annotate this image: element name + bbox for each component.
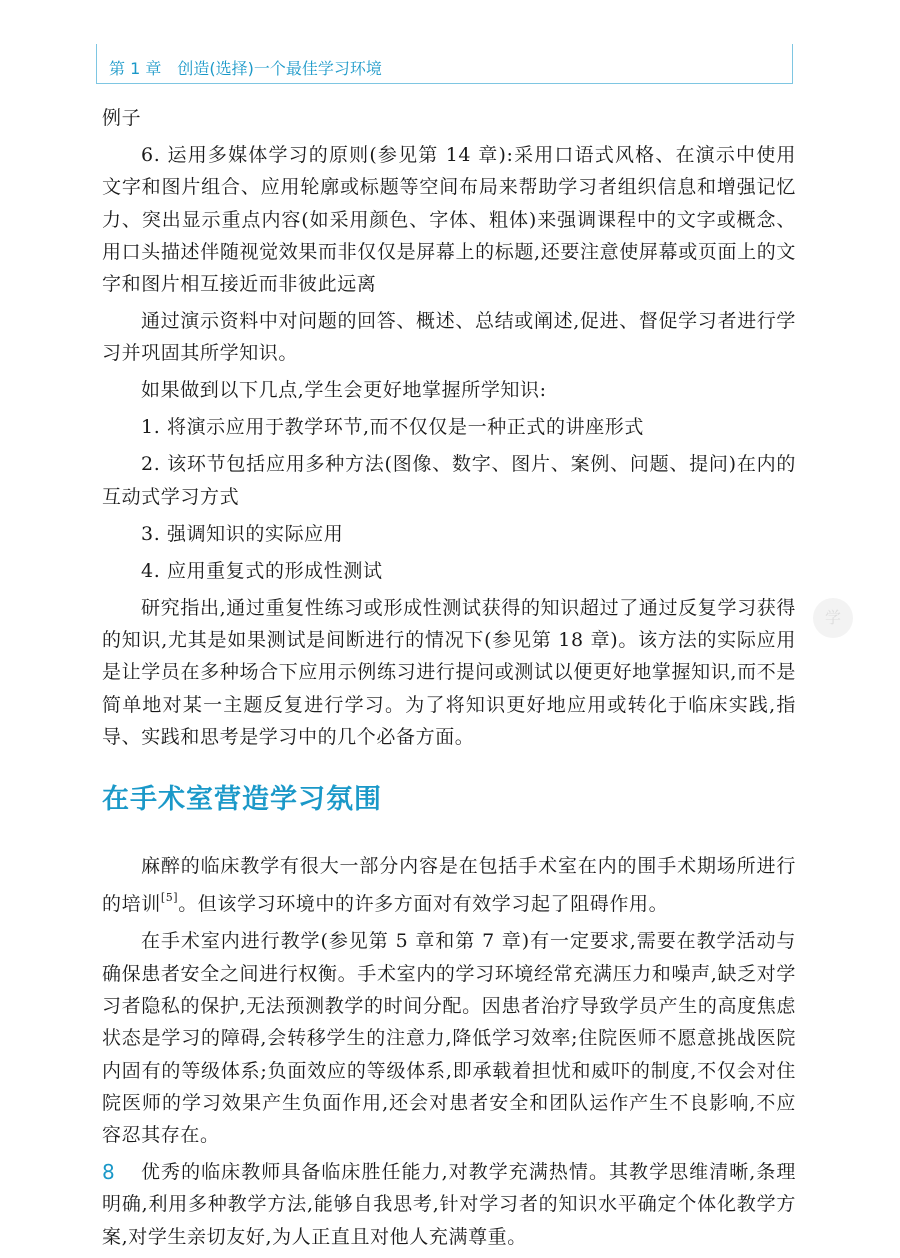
paragraph-good-teacher: 优秀的临床教师具备临床胜任能力,对教学充满热情。其教学思维清晰,条理明确,利用多种教学方法,能够自我思考,针对学习者的知识水平确定个体化教学方案,对学生亲切友好,为人正直且对他人充满尊重。 <box>102 1161 796 1248</box>
paragraph-research: 研究指出,通过重复性练习或形成性测试获得的知识超过了通过反复学习获得的知识,尤其是如果测试是间断进行的情况下(参见第 18 章)。该方法的实际应用是让学员在多种场合下应用示例练习进行提问或测试以便更好地掌握知识,而不是简单地对某一主题反复进行学习。为了将知识更好地应用或转化于临床实践,指导、实践和思考是学习中的几个必备方面。 <box>102 596 796 748</box>
list-item-2: 2. 该环节包括应用多种方法(图像、数字、图片、案例、问题、提问)在内的互动式学习方式 <box>102 453 796 508</box>
list-item-3: 3. 强调知识的实际应用 <box>141 522 344 545</box>
list-item-4: 4. 应用重复式的形成性测试 <box>141 559 383 582</box>
chapter-title: 第 1 章 创造(选择)一个最佳学习环境 <box>109 59 382 78</box>
list-item-1: 1. 将演示应用于教学环节,而不仅仅是一种正式的讲座形式 <box>141 416 645 439</box>
section-heading: 在手术室营造学习氛围 <box>102 784 382 816</box>
paragraph-example-label: 例子 <box>102 107 142 129</box>
paragraph-or-requirements: 在手术室内进行教学(参见第 5 章和第 7 章)有一定要求,需要在教学活动与确保患者安全之间进行权衡。手术室内的学习环境经常充满压力和噪声,缺乏对学习者隐私的保护,无法预测教学的时间分配。因患者治疗导致学员产生的高度焦虑状态是学习的障碍,会转移学生的注意力,降低学习效率;住院医师不愿意挑战医院内固有的等级体系;负面效应的等级体系,即承载着担忧和威吓的制度,不仅会对住院医师的学习效果产生负面作用,还会对患者安全和团队运作产生不良影响,不应容忍其存在。 <box>102 930 796 1147</box>
chapter-header <box>96 44 793 84</box>
paragraph-list-intro: 如果做到以下几点,学生会更好地掌握所学知识: <box>141 379 547 402</box>
paragraph-multimedia-principle: 6. 运用多媒体学习的原则(参见第 14 章):采用口语式风格、在演示中使用文字和图片组合、应用轮廓或标题等空间布局来帮助学习者组织信息和增强记忆力、突出显示重点内容(如采用颜色、字体、粗体)来强调课程中的文字或概念、用口头描述伴随视觉效果而非仅仅是屏幕上的标题,还要注意使屏幕或页面上的文字和图片相互接近而非彼此远离 <box>102 143 796 296</box>
citation-reference[interactable]: [5] <box>160 891 179 905</box>
paragraph-presentation-review: 通过演示资料中对问题的回答、概述、总结或阐述,促进、督促学习者进行学习并巩固其所学知识。 <box>102 310 796 365</box>
page-body <box>102 102 796 1258</box>
paragraph-or-teaching-text: 麻醉的临床教学有很大一部分内容是在包括手术室在内的围手术期场所进行的培训 <box>102 855 796 916</box>
paragraph-or-teaching-text-end: 。但该学习环境中的许多方面对有效学习起了阻碍作用。 <box>178 893 669 916</box>
paragraph-or-teaching <box>102 850 796 921</box>
side-stamp-icon: 学 <box>813 598 853 638</box>
page-number: 8 <box>102 1160 115 1184</box>
